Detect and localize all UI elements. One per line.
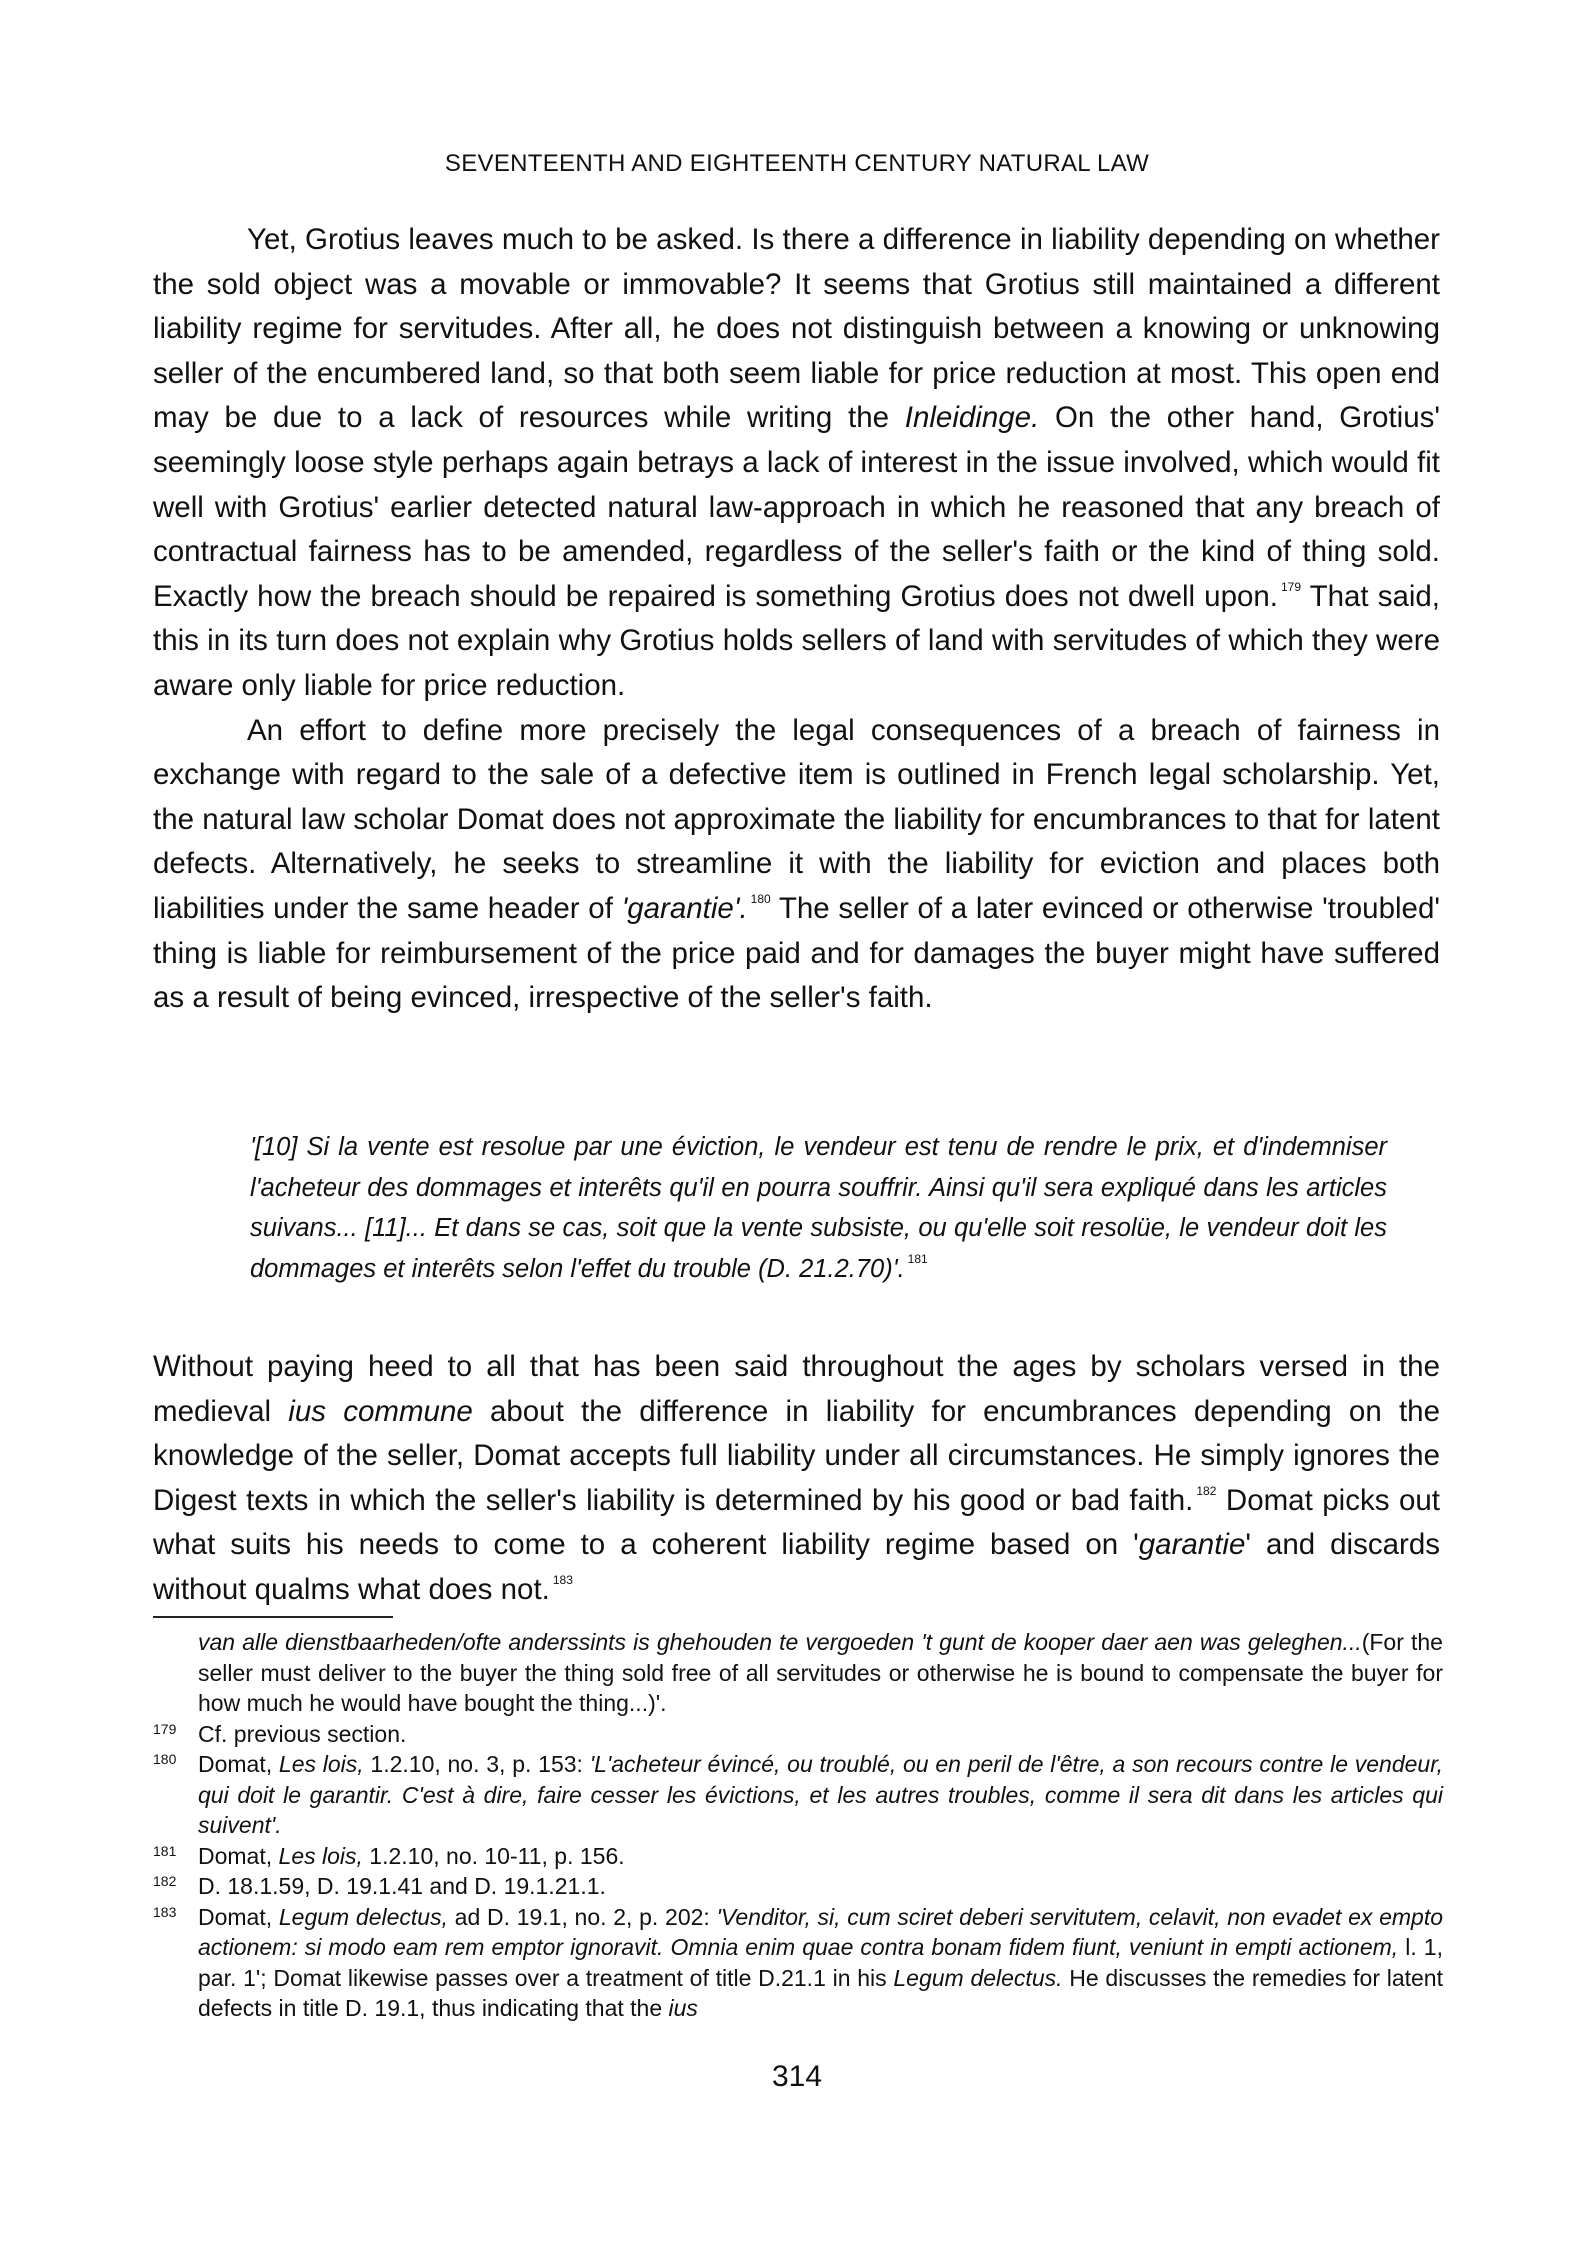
footnote-180: 180 Domat, Les lois, 1.2.10, no. 3, p. 153: 'L'acheteur évincé, ou troublé, ou en peril de l'être, a son recours contre le vendeur, qui doit le garantir. C'est à dire, faire cesser les évictions, et les autres troubles, comme il sera dit dans les articles qui suivent'. [153,1749,1443,1841]
footnotes [153,1627,1443,2024]
footnote-ref-181[interactable]: 181 [907,1251,928,1266]
block-quote: '[10] Si la vente est resolue par une éviction, le vendeur est tenu de rendre le prix, et d'indemniser l'acheteur des dommages et interêts qu'il en pourra souffrir. Ainsi qu'il sera expliqué dans les articles suivans... [11]... Et dans se cas, soit que la vente subsiste, ou qu'elle soit resolüe, le vendeur doit les dommages et interêts selon l'effet du trouble (D. 21.2.70)'. $^{181}$ [250,1133,1387,1283]
paragraph-domat-liability: Without paying heed to all that has been said throughout the ages by scholars versed in the medieval ius commune about the difference in liability for encumbrances depending on the knowledge of the seller, Domat accepts full liability under all circumstances. He simply ignores the Digest texts in which the seller's liability is determined by his good or bad faith. $^{182}$ Domat picks out what suits his needs to come to a coherent liability regime based on 'garantie' and discards without qualms what does not. $^{183}$ [153,1350,1440,1606]
running-header: SEVENTEENTH AND EIGHTEENTH CENTURY NATURAL LAW [444,150,1150,177]
body-text-lower [153,1345,1440,1613]
footnote-divider [153,1616,393,1618]
footnote-ref-183[interactable]: 183 [552,1572,573,1587]
footnote-ref-179[interactable]: 179 [1281,579,1302,594]
paragraph-grotius: Yet, Grotius leaves much to be asked. Is there a difference in liability depending on whether the sold object was a movable or immovable? It seems that Grotius still maintained a different liability regime for servitudes. After all, he does not distinguish between a knowing or unknowing seller of the encumbered land, so that both seem liable for price reduction at most. This open end may be due to a lack of resources while writing the Inleidinge. On the other hand, Grotius' seemingly loose style perhaps again betrays a lack of interest in the issue involved, which would fit well with Grotius' earlier detected natural law-approach in which he reasoned that any breach of contractual fairness has to be amended, regardless of the seller's faith or the kind of thing sold. Exactly how the breach should be repaired is something Grotius does not dwell upon. $^{179}$ That said, this in its turn does not explain why Grotius holds sellers of land with servitudes of which they were aware only liable for price reduction. [153,223,1441,702]
footnote-number: 179 [153,1720,177,1737]
page-number: 314 [771,2060,823,2093]
footnote-number: 182 [153,1873,177,1889]
footnote-ref-182[interactable]: 182 [1196,1483,1217,1498]
footnote-number: 181 [153,1842,177,1859]
footnote-ref-180[interactable]: 180 [750,891,771,906]
footnote-182: 182 D. 18.1.59, D. 19.1.41 and D. 19.1.21.1. [153,1871,1443,1902]
body-text-upper [153,218,1440,1021]
footnote-continued: van alle dienstbaarheden/ofte anderssints is ghehouden te vergoeden 't gunt de kooper daer aen was geleghen...(For the seller must deliver to the buyer the thing sold free of all servitudes or otherwise he is bound to compensate the buyer for how much he would have bought the thing...)'. [198,1629,1443,1716]
footnote-183: 183 Domat, Legum delectus, ad D. 19.1, no. 2, p. 202: 'Venditor, si, cum sciret deberi servitutem, celavit, non evadet ex empto actionem: si modo eam rem emptor ignoravit. Omnia enim quae contra bonam fidem fiunt, veniunt in empti actionem, l. 1, par. 1'; Domat likewise passes over a treatment of title D.21.1 in his Legum delectus. He discusses the remedies for latent defects in title D. 19.1, thus indicating that the ius [153,1902,1443,2024]
footnote-number: 183 [153,1903,177,1920]
footnote-181: 181 Domat, Les lois, 1.2.10, no. 10-11, p. 156. [153,1841,1443,1872]
footnote-number: 180 [153,1751,177,1767]
footnote-179: 179 Cf. previous section. [153,1719,1443,1750]
paragraph-domat: An effort to define more precisely the legal consequences of a breach of fairness in exchange with regard to the sale of a defective item is outlined in French legal scholarship. Yet, the natural law scholar Domat does not approximate the liability for encumbrances to that for latent defects. Alternatively, he seeks to streamline it with the liability for eviction and places both liabilities under the same header of 'garantie'. $^{180}$ The seller of a later evinced or otherwise 'troubled' thing is liable for reimbursement of the price paid and for damages the buyer might have suffered as a result of being evinced, irrespective of the seller's faith. [153,713,1440,1015]
